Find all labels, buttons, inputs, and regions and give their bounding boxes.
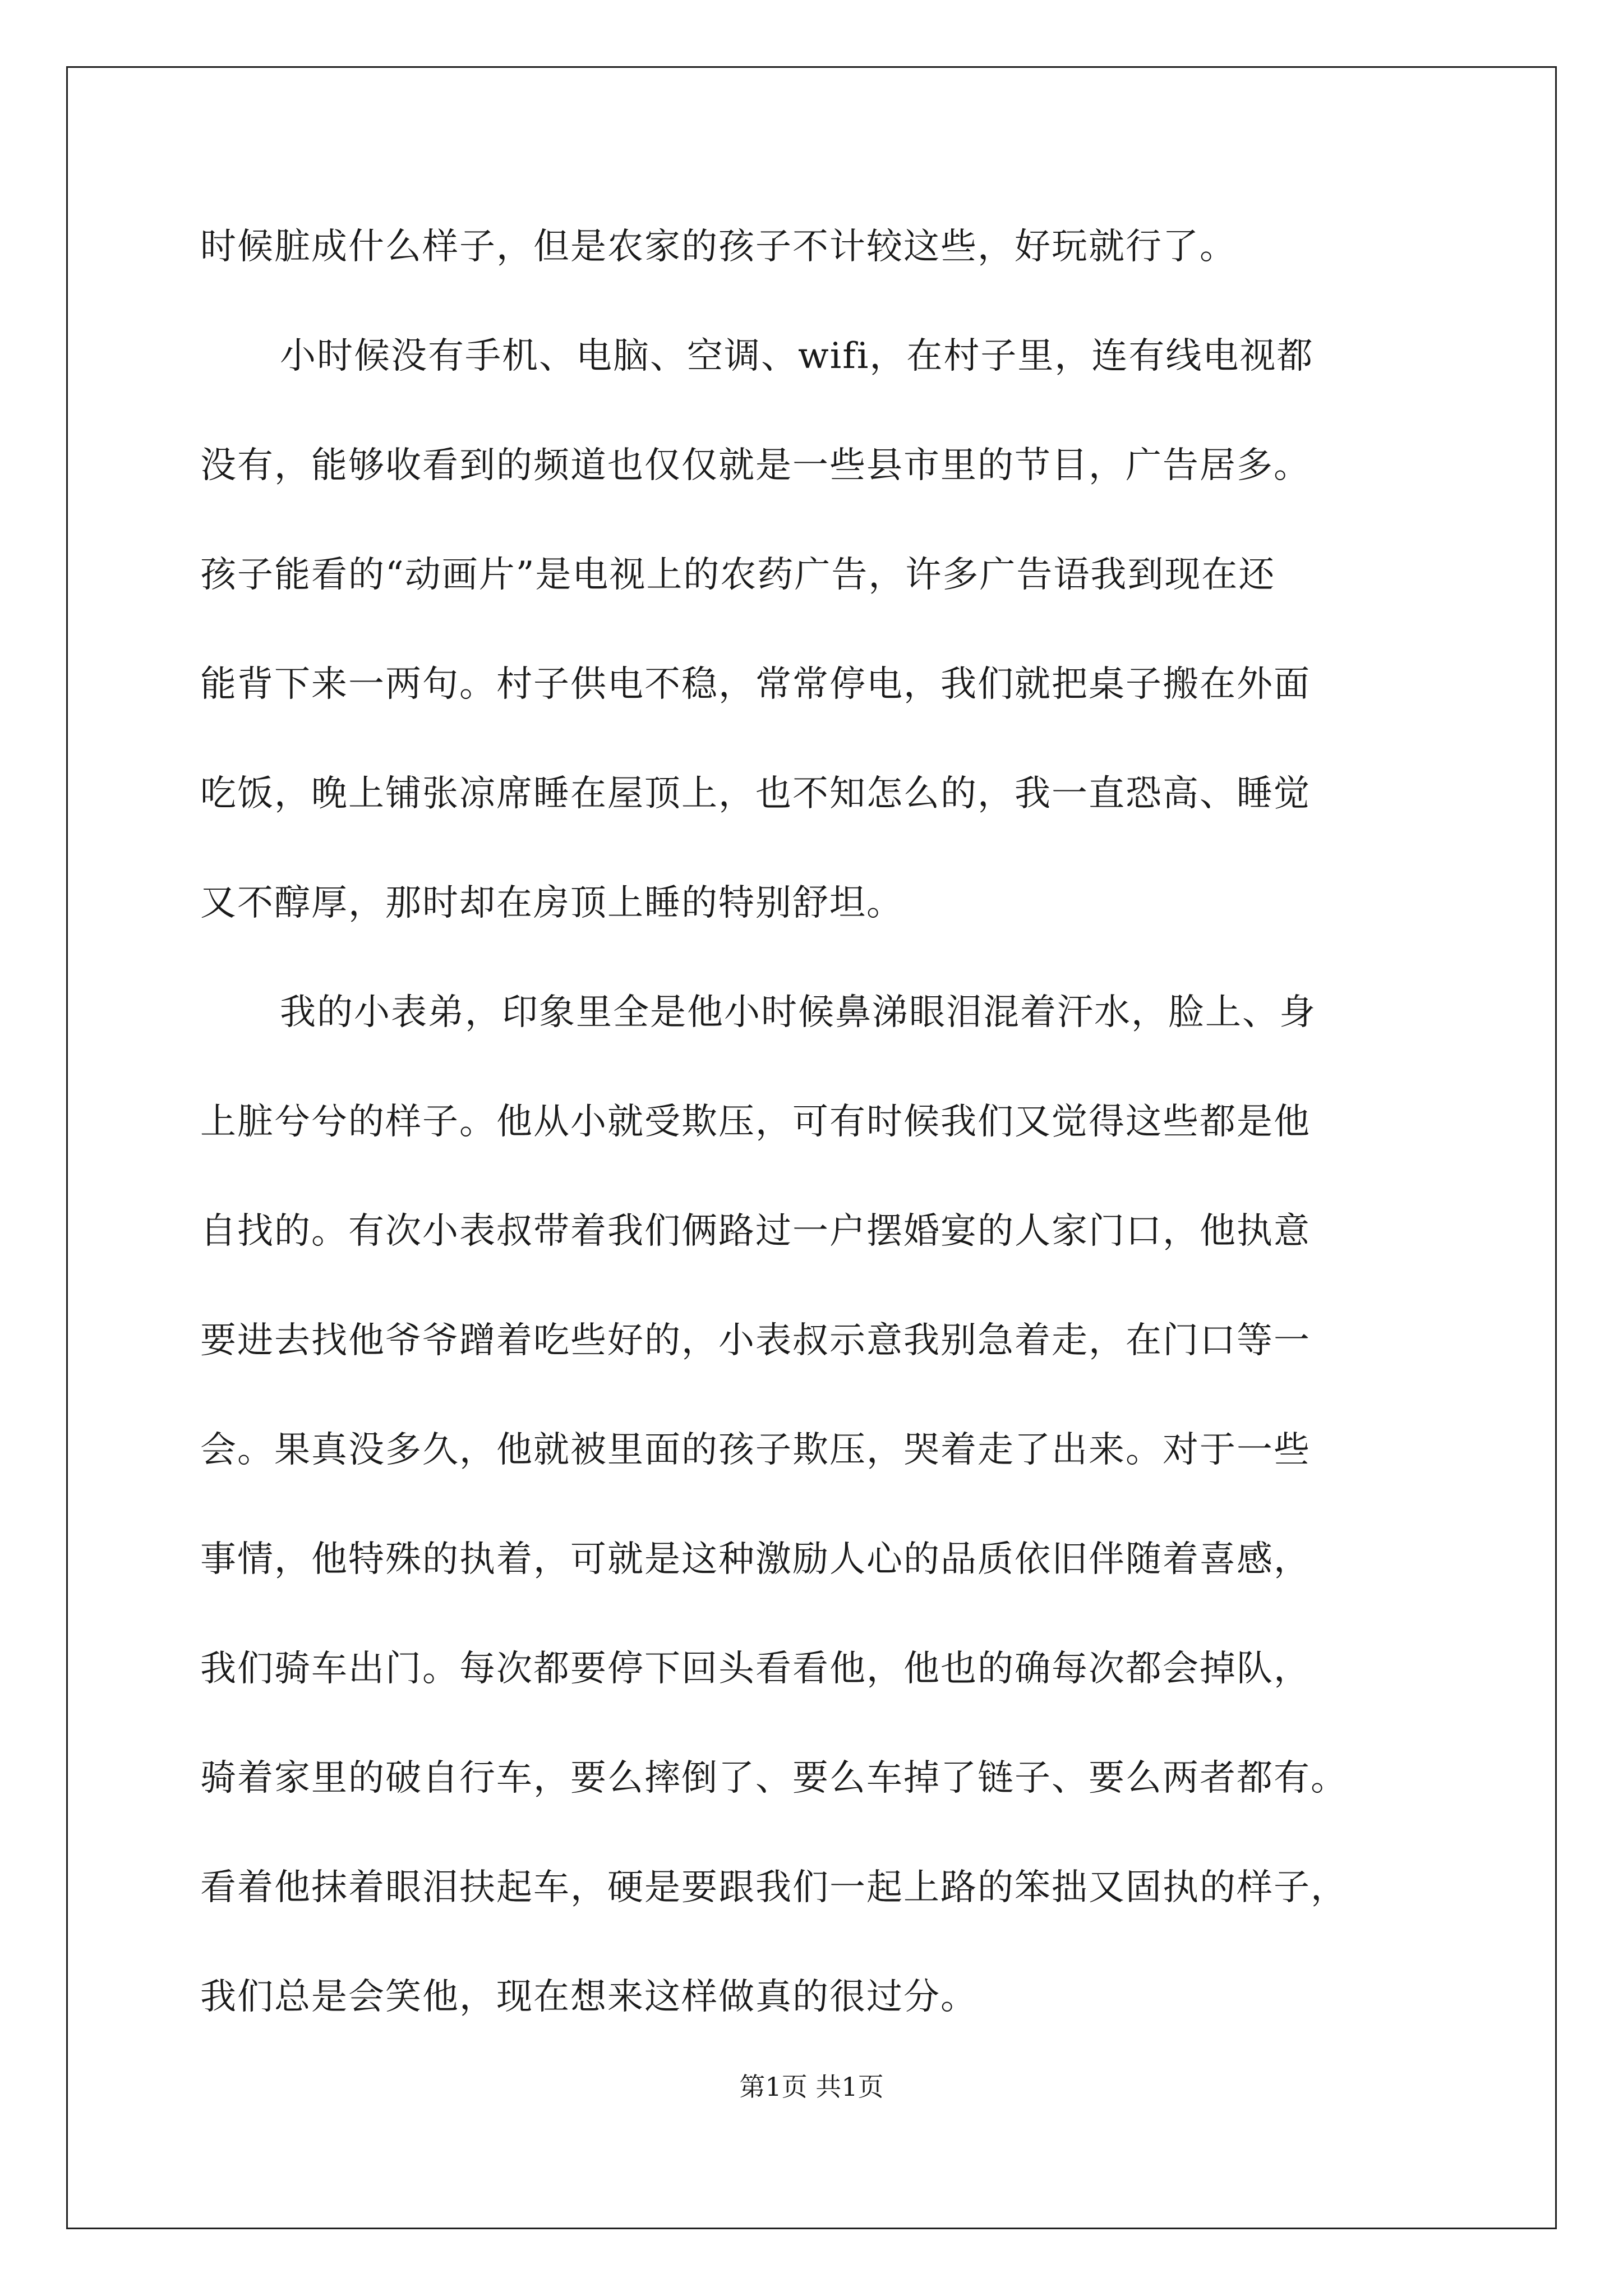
text-line: 我的小表弟，印象里全是他小时候鼻涕眼泪混着汗水，脸上、身 (280, 992, 1316, 1033)
text-line: 上脏兮兮的样子。他从小就受欺压，可有时候我们又觉得这些都是他 (200, 1101, 1311, 1143)
text-line: 骑着家里的破自行车，要么摔倒了、要么车掉了链子、要么两者都有。 (200, 1757, 1348, 1799)
text-line: 我们总是会笑他，现在想来这样做真的很过分。 (200, 1976, 978, 2018)
page-footer: 第1页 共1页 (739, 2072, 884, 2102)
text-line: 要进去找他爷爷蹭着吃些好的，小表叔示意我别急着走，在门口等一 (200, 1320, 1311, 1361)
text-line: 小时候没有手机、电脑、空调、wifi，在村子里，连有线电视都 (280, 335, 1314, 377)
text-line: 吃饭，晚上铺张凉席睡在屋顶上，也不知怎么的，我一直恐高、睡觉 (200, 773, 1311, 815)
text-line: 会。果真没多久，他就被里面的孩子欺压，哭着走了出来。对于一些 (200, 1429, 1311, 1471)
text-line: 能背下来一两句。村子供电不稳，常常停电，我们就把桌子搬在外面 (200, 664, 1311, 705)
text-line: 事情，他特殊的执着，可就是这种激励人心的品质依旧伴随着喜感， (200, 1539, 1311, 1580)
text-line: 孩子能看的“动画片”是电视上的农药广告，许多广告语我到现在还 (200, 554, 1276, 596)
text-line: 时候脏成什么样子，但是农家的孩子不计较这些，好玩就行了。 (200, 226, 1237, 268)
document-body (200, 210, 1456, 2070)
text-line: 自找的。有次小表叔带着我们俩路过一户摆婚宴的人家门口，他执意 (200, 1211, 1311, 1252)
text-line: 又不醇厚，那时却在房顶上睡的特别舒坦。 (200, 882, 903, 924)
text-line: 我们骑车出门。每次都要停下回头看看他，他也的确每次都会掉队， (200, 1648, 1311, 1690)
text-line: 没有，能够收看到的频道也仅仅就是一些县市里的节目，广告居多。 (200, 445, 1311, 486)
text-line: 看着他抹着眼泪扶起车，硬是要跟我们一起上路的笨拙又固执的样子， (200, 1867, 1348, 1908)
